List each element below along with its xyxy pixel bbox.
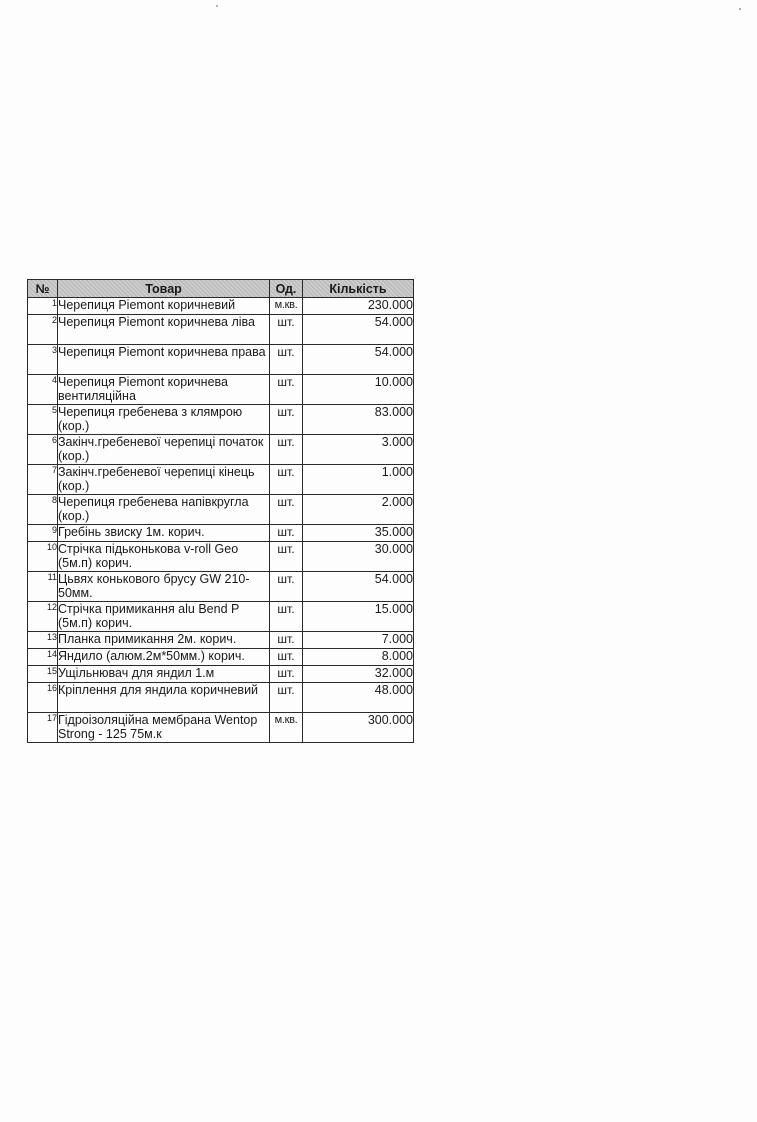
row-number: 7 (28, 465, 58, 495)
product-name: Яндило (алюм.2м*50мм.) корич. (58, 649, 270, 666)
table-row (28, 525, 414, 542)
table-row (28, 649, 414, 666)
unit: шт. (270, 683, 303, 713)
row-number: 11 (28, 572, 58, 602)
unit: м.кв. (270, 298, 303, 315)
row-number: 13 (28, 632, 58, 649)
unit: шт. (270, 405, 303, 435)
quantity: 83.000 (303, 405, 414, 435)
quantity: 300.000 (303, 713, 414, 743)
row-number: 6 (28, 435, 58, 465)
quantity: 15.000 (303, 602, 414, 632)
product-name: Гребінь звиску 1м. корич. (58, 525, 270, 542)
row-number: 1 (28, 298, 58, 315)
quantity: 3.000 (303, 435, 414, 465)
quantity: 54.000 (303, 315, 414, 345)
header-product: Товар (58, 280, 270, 298)
table-row (28, 602, 414, 632)
product-name: Закінч.гребеневої черепиці початок (кор.) (58, 435, 270, 465)
product-name: Гідроізоляційна мембрана Wentop Strong - 125 75м.к (58, 713, 270, 743)
unit: шт. (270, 572, 303, 602)
unit: шт. (270, 632, 303, 649)
product-name: Цьвях конькового брусу GW 210-50мм. (58, 572, 270, 602)
row-number: 10 (28, 542, 58, 572)
table-row (28, 683, 414, 713)
quantity: 32.000 (303, 666, 414, 683)
product-name: Стрічка примикання alu Bend P (5м.п) корич. (58, 602, 270, 632)
row-number: 12 (28, 602, 58, 632)
product-name: Черепиця гребенева з клямрою (кор.) (58, 405, 270, 435)
table-header-row (28, 280, 414, 298)
quantity: 54.000 (303, 572, 414, 602)
quantity: 1.000 (303, 465, 414, 495)
table-row (28, 315, 414, 345)
product-name: Черепиця Piemont коричнева ліва (58, 315, 270, 345)
table-row (28, 345, 414, 375)
quantity: 7.000 (303, 632, 414, 649)
product-name: Стрічка підьконькова v-roll Geo (5м.п) корич. (58, 542, 270, 572)
quantity: 2.000 (303, 495, 414, 525)
row-number: 4 (28, 375, 58, 405)
table-row (28, 298, 414, 315)
product-table (27, 279, 414, 743)
product-name: Черепиця гребенева напівкругла (кор.) (58, 495, 270, 525)
table-row (28, 572, 414, 602)
unit: шт. (270, 666, 303, 683)
table-row (28, 542, 414, 572)
header-quantity: Кількість (303, 280, 414, 298)
unit: шт. (270, 525, 303, 542)
product-table-container (27, 279, 413, 743)
quantity: 35.000 (303, 525, 414, 542)
row-number: 5 (28, 405, 58, 435)
product-name: Черепиця Piemont коричнева вентиляційна (58, 375, 270, 405)
quantity: 10.000 (303, 375, 414, 405)
row-number: 2 (28, 315, 58, 345)
row-number: 15 (28, 666, 58, 683)
row-number: 3 (28, 345, 58, 375)
table-row (28, 405, 414, 435)
unit: шт. (270, 465, 303, 495)
product-name: Черепиця Piemont коричневий (58, 298, 270, 315)
scan-speck (216, 5, 218, 7)
unit: шт. (270, 375, 303, 405)
quantity: 48.000 (303, 683, 414, 713)
table-row (28, 465, 414, 495)
quantity: 54.000 (303, 345, 414, 375)
table-row (28, 375, 414, 405)
quantity: 30.000 (303, 542, 414, 572)
table-row (28, 435, 414, 465)
table-row (28, 632, 414, 649)
row-number: 17 (28, 713, 58, 743)
product-name: Ущільнювач для яндил 1.м (58, 666, 270, 683)
quantity: 230.000 (303, 298, 414, 315)
unit: шт. (270, 649, 303, 666)
unit: шт. (270, 435, 303, 465)
row-number: 8 (28, 495, 58, 525)
unit: м.кв. (270, 713, 303, 743)
product-name: Планка примикання 2м. корич. (58, 632, 270, 649)
unit: шт. (270, 542, 303, 572)
row-number: 9 (28, 525, 58, 542)
header-number: № (28, 280, 58, 298)
product-name: Кріплення для яндила коричневий (58, 683, 270, 713)
header-unit: Од. (270, 280, 303, 298)
unit: шт. (270, 315, 303, 345)
row-number: 14 (28, 649, 58, 666)
scan-speck (739, 8, 741, 10)
table-row (28, 495, 414, 525)
quantity: 8.000 (303, 649, 414, 666)
product-name: Закінч.гребеневої черепиці кінець (кор.) (58, 465, 270, 495)
unit: шт. (270, 345, 303, 375)
unit: шт. (270, 495, 303, 525)
row-number: 16 (28, 683, 58, 713)
unit: шт. (270, 602, 303, 632)
table-row (28, 713, 414, 743)
product-name: Черепиця Piemont коричнева права (58, 345, 270, 375)
table-row (28, 666, 414, 683)
